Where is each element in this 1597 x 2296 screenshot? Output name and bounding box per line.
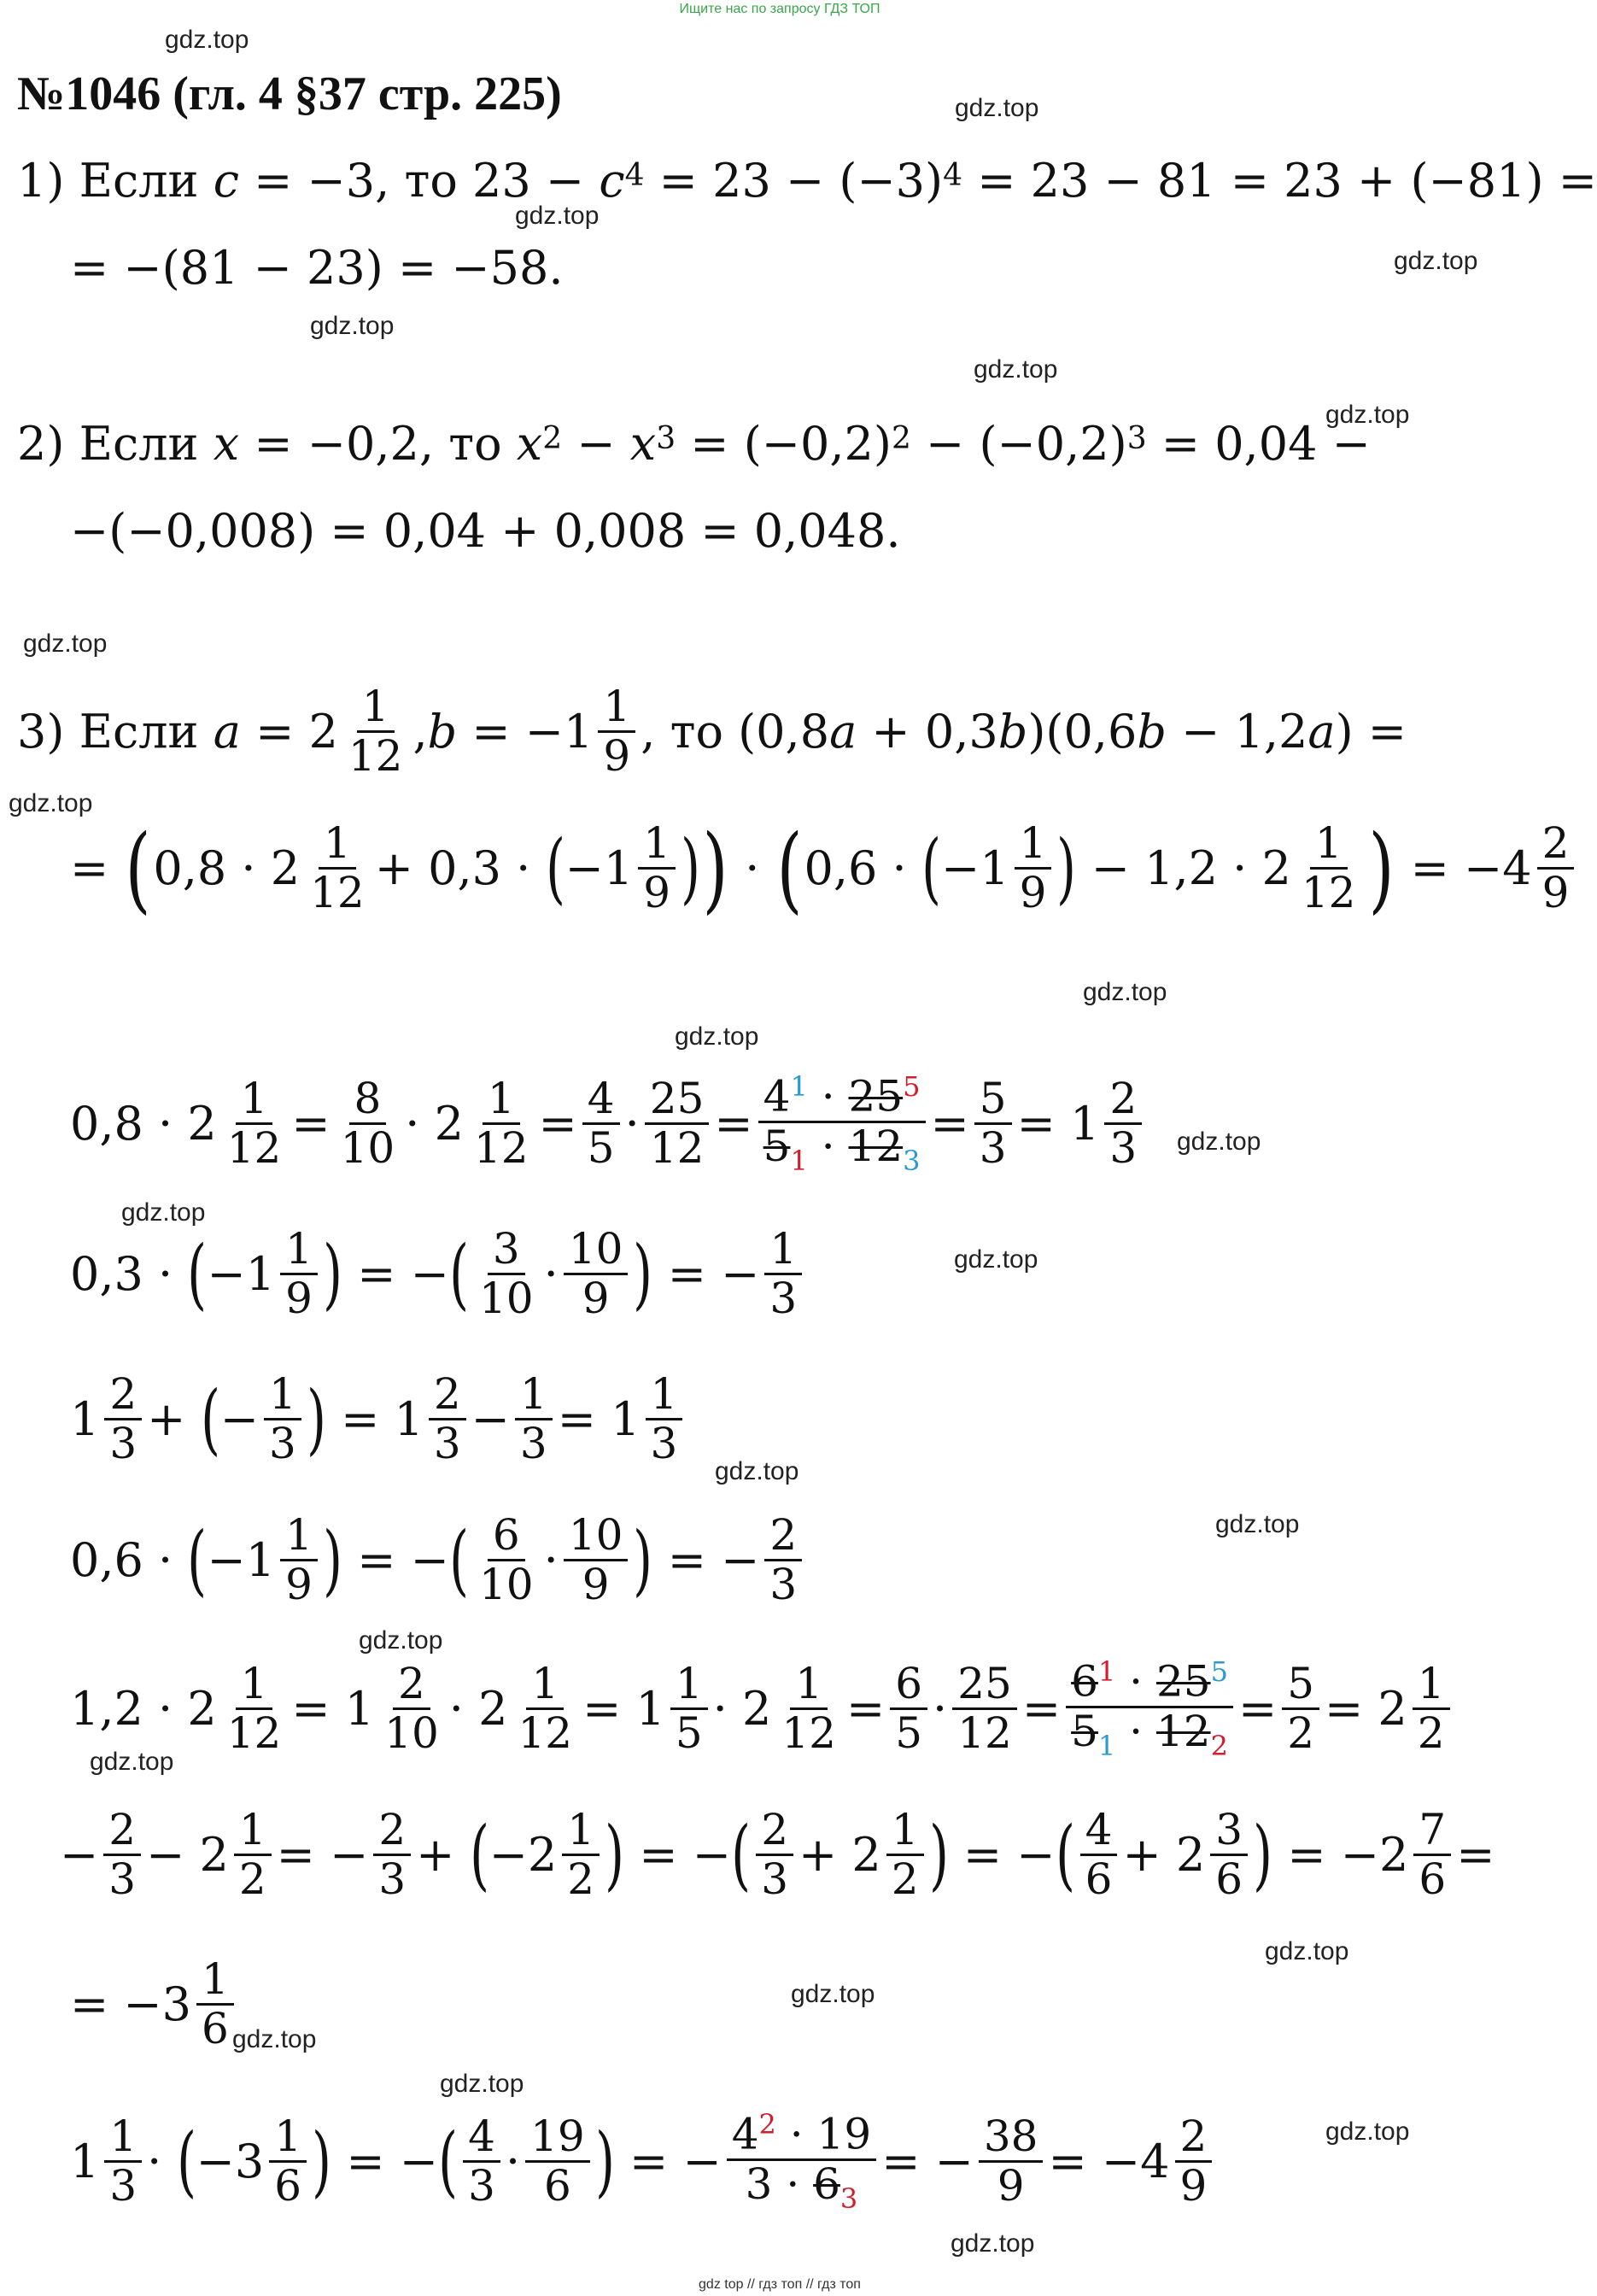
watermark: gdz.top xyxy=(359,1626,443,1655)
watermark: gdz.top xyxy=(974,355,1058,384)
footer-note: gdz top // гдз топ // гдз топ xyxy=(699,2277,861,2292)
watermark: gdz.top xyxy=(1177,1128,1261,1156)
part3-line2: = ( 0,8 · 2 1 12 + 0,3 · ( −1 1 9 ) ) · ( 0,6 · ( −1 1 9 ) − 1,2 · 2 1 12 ) = −4 2 9 xyxy=(70,820,1579,917)
watermark: gdz.top xyxy=(9,789,93,817)
calc-line8: 1 1 3 · ( −3 1 6 ) = − ( 4 3 · 19 6 ) = − $4^2 \cdot 19$ $3 \cdot 6_3$ = − 38 9 = −4 2 9 xyxy=(70,2110,1217,2214)
part1-line2: = −(81 − 23) = −58. xyxy=(70,241,564,295)
calc-line7: = −3 1 6 xyxy=(70,1956,239,2053)
calc-line4: 0,6 · ( −1 1 9 ) = − ( 6 10 · 10 9 ) = − 2 3 xyxy=(70,1512,807,1608)
watermark: gdz.top xyxy=(791,1980,875,2008)
watermark: gdz.top xyxy=(165,26,249,54)
part2-line2: −(−0,008) = 0,04 + 0,008 = 0,048. xyxy=(70,504,901,558)
watermark: gdz.top xyxy=(1083,978,1167,1006)
watermark: gdz.top xyxy=(951,2229,1035,2258)
part1-line1: 1) Если c = −3, то 23 − c $^4$ = 23 − (−3) $^4$ = 23 − 81 = 23 + (−81) = xyxy=(17,154,1597,208)
watermark: gdz.top xyxy=(1215,1510,1300,1538)
calc-line2: 0,3 · ( −1 1 9 ) = − ( 3 10 · 10 9 ) = − 1 3 xyxy=(70,1226,807,1322)
watermark: gdz.top xyxy=(440,2070,524,2098)
watermark: gdz.top xyxy=(1325,401,1410,429)
watermark: gdz.top xyxy=(955,94,1039,122)
watermark: gdz.top xyxy=(675,1022,759,1051)
watermark: gdz.top xyxy=(121,1198,206,1227)
header-note: Ищите нас по запросу ГДЗ ТОП xyxy=(679,2,880,16)
calc-line1: 0,8 · 2 1 12 = 8 10 · 2 1 12 = 4 5 · 25 12 = $4^1 \cdot 25^5$ $5_1 \cdot 12_3$ = 5 3 = 1 2 3 xyxy=(70,1072,1147,1176)
calc-line6: − 2 3 − 2 1 2 = − 2 3 + ( −2 1 2 ) = − ( 2 3 + 2 1 2 ) = − ( 4 6 + 2 3 6 ) = −2 7 6 = xyxy=(60,1805,1495,1904)
watermark: gdz.top xyxy=(515,202,600,230)
watermark: gdz.top xyxy=(1394,247,1478,275)
calc-line5: 1,2 · 2 1 12 = 1 2 10 · 2 1 12 = 1 1 5 · 2 1 12 = 6 5 · 25 12 = $6^1 \cdot 25^5$ $5_1 \cdot 12_2$ = 5 2 = 2 1 2 xyxy=(70,1657,1455,1761)
watermark: gdz.top xyxy=(954,1245,1038,1274)
watermark: gdz.top xyxy=(310,312,395,340)
watermark: gdz.top xyxy=(232,2025,317,2053)
calc-line3: 1 2 3 + ( − 1 3 ) = 1 2 3 − 1 3 = 1 1 3 xyxy=(70,1371,687,1467)
page-title: №1046 (гл. 4 §37 стр. 225) xyxy=(17,67,562,120)
part3-line1: 3) Если a = 2 1 12 , b = −1 1 9 , то (0,8a + 0,3b)(0,6b − 1,2a) = xyxy=(17,682,1407,781)
watermark: gdz.top xyxy=(23,630,108,658)
watermark: gdz.top xyxy=(1325,2117,1410,2146)
watermark: gdz.top xyxy=(90,1748,174,1776)
part2-line1: 2) Если x = −0,2, то x $^2$ − x $^3$ = (−0,2) $^2$ − (−0,2) $^3$ = 0,04 − xyxy=(17,417,1371,471)
watermark: gdz.top xyxy=(1265,1937,1349,1965)
watermark: gdz.top xyxy=(715,1457,799,1485)
